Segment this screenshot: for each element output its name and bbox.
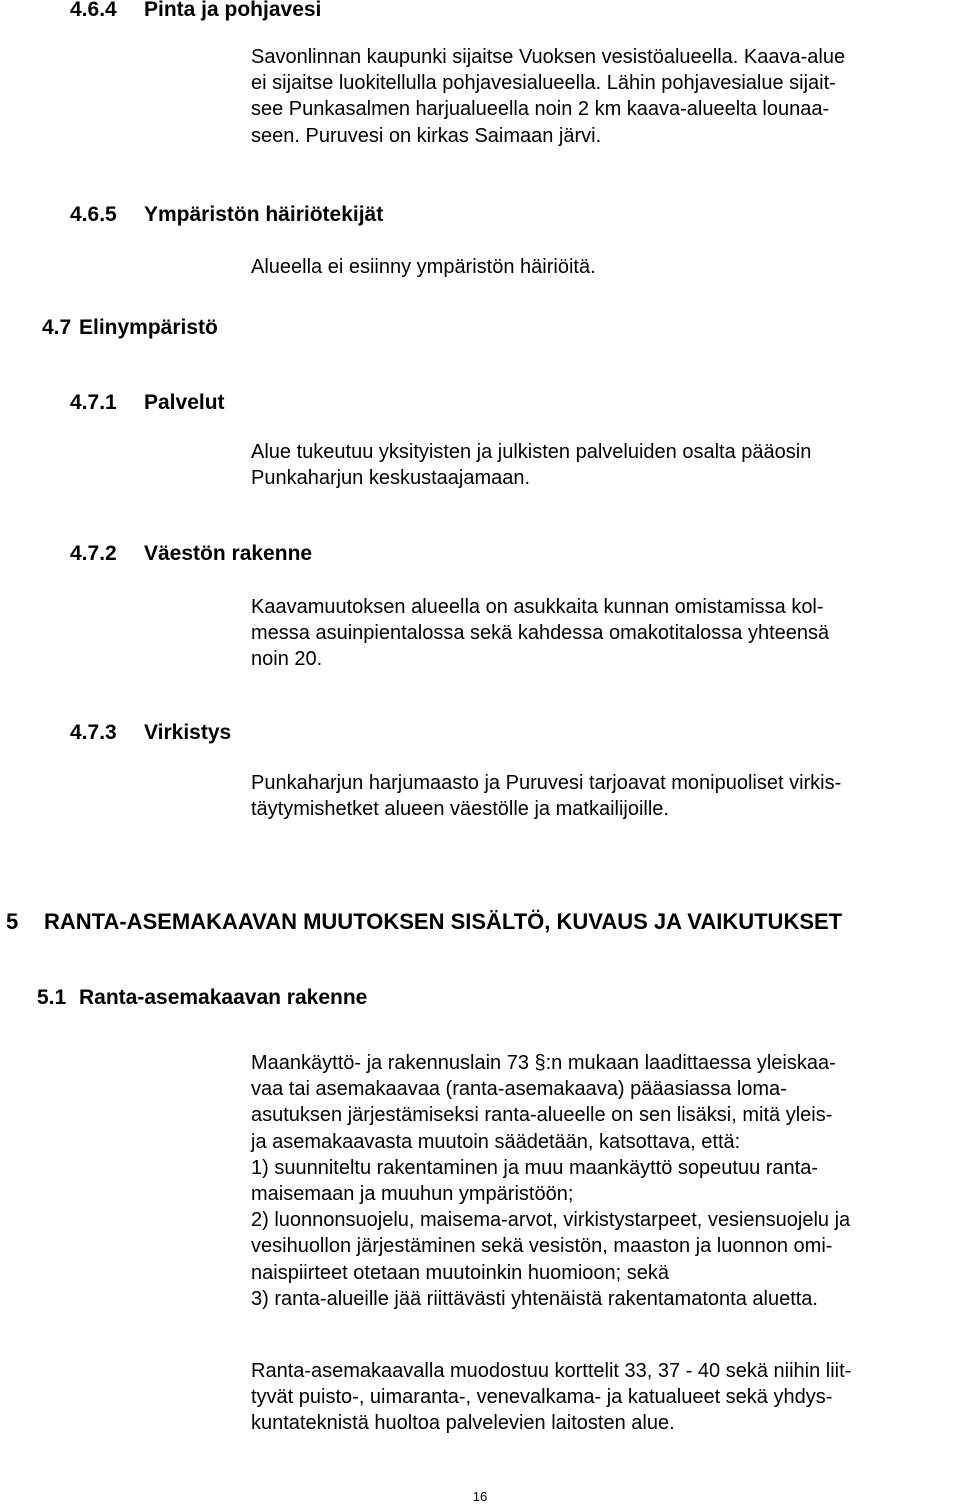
heading-number: 4.7.3 bbox=[70, 721, 117, 744]
paragraph-virkistys bbox=[251, 770, 951, 822]
text-line: kuntateknistä huoltoa palvelevien laitosten alue. bbox=[251, 1412, 675, 1435]
text-line: noin 20. bbox=[251, 648, 323, 671]
text-line: Maankäyttö- ja rakennuslain 73 §:n mukaan laadittaessa yleiskaa- bbox=[251, 1052, 836, 1074]
paragraph-ymparisto bbox=[251, 254, 951, 280]
text-line: 3) ranta-alueille jää riittävästi yhtenäistä rakentamatonta aluetta. bbox=[251, 1287, 818, 1310]
paragraph-palvelut bbox=[251, 439, 951, 491]
text-line: messa asuinpientalossa sekä kahdessa omakotitalossa yhteensä bbox=[251, 622, 830, 645]
heading-4-7-1 bbox=[70, 390, 225, 416]
text-line: ei sijaitse luokitellulla pohjavesialueella. Lähin pohjavesialue sijait- bbox=[251, 72, 836, 95]
heading-title: Palvelut bbox=[144, 391, 225, 414]
text-line: Kaavamuutoksen alueella on asukkaita kunnan omistamissa kol- bbox=[251, 596, 824, 618]
heading-number: 5.1 bbox=[37, 986, 67, 1009]
heading-4-6-5 bbox=[70, 202, 383, 228]
heading-4-7-3 bbox=[70, 720, 231, 746]
heading-title: Ranta-asemakaavan rakenne bbox=[79, 986, 368, 1009]
heading-4-7-2 bbox=[70, 541, 312, 567]
text-line: seen. Puruvesi on kirkas Saimaan järvi. bbox=[251, 124, 602, 147]
heading-title: Väestön rakenne bbox=[144, 542, 313, 565]
text-line: täytymishetket alueen väestölle ja matkailijoille. bbox=[251, 798, 669, 821]
page-number: 16 bbox=[472, 1489, 488, 1504]
paragraph-vaeston-rakenne bbox=[251, 594, 951, 673]
heading-4-6-4 bbox=[70, 0, 321, 23]
text-line: Alue tukeutuu yksityisten ja julkisten palveluiden osalta pääosin bbox=[251, 441, 812, 463]
heading-number: 4.7.2 bbox=[70, 542, 117, 565]
heading-title: RANTA-ASEMAKAAVAN MUUTOKSEN SISÄLTÖ, KUVAUS JA VAIKUTUKSET bbox=[44, 909, 843, 934]
text-line: Ranta-asemakaavalla muodostuu korttelit 33, 37 - 40 sekä niihin liit- bbox=[251, 1360, 852, 1382]
text-line: vaa tai asemakaavaa (ranta-asemakaava) pääasiassa loma- bbox=[251, 1078, 787, 1101]
text-line: maisemaan ja muuhun ympäristöön; bbox=[251, 1183, 574, 1206]
heading-title: Elinympäristö bbox=[79, 316, 218, 339]
heading-number: 5 bbox=[6, 909, 19, 934]
text-line: ja asemakaavasta muutoin säädetään, katsottava, että: bbox=[251, 1130, 741, 1153]
text-line: Punkaharjun keskustaajamaan. bbox=[251, 467, 531, 490]
text-line: tyvät puisto-, uimaranta-, venevalkama- ja katualueet sekä yhdys- bbox=[251, 1386, 833, 1409]
text-line: asutuksen järjestämiseksi ranta-alueelle on sen lisäksi, mitä yleis- bbox=[251, 1104, 833, 1127]
text-line: Alueella ei esiinny ympäristön häiriöitä. bbox=[251, 256, 596, 278]
text-line: Savonlinnan kaupunki sijaitse Vuoksen vesistöalueella. Kaava-alue bbox=[251, 46, 846, 68]
text-line: 2) luonnonsuojelu, maisema-arvot, virkistystarpeet, vesiensuojelu ja bbox=[251, 1209, 851, 1232]
text-line: naispiirteet otetaan muutoinkin huomioon; sekä bbox=[251, 1261, 670, 1284]
heading-number: 4.6.5 bbox=[70, 203, 117, 226]
heading-4-7 bbox=[42, 315, 218, 341]
heading-title: Ympäristön häiriötekijät bbox=[144, 203, 384, 226]
heading-title: Virkistys bbox=[144, 721, 232, 744]
heading-5-1 bbox=[37, 985, 367, 1011]
text-line: vesihuollon järjestäminen sekä vesistön, maaston ja luonnon omi- bbox=[251, 1235, 833, 1258]
heading-number: 4.6.4 bbox=[70, 0, 117, 21]
heading-title: Pinta ja pohjavesi bbox=[144, 0, 322, 21]
paragraph-pinta-ja-pohjavesi bbox=[251, 44, 951, 149]
heading-5 bbox=[6, 909, 842, 935]
heading-number: 4.7 bbox=[42, 316, 72, 339]
text-line: see Punkasalmen harjualueella noin 2 km kaava-alueelta lounaa- bbox=[251, 98, 830, 121]
paragraph-ranta-asemakaava bbox=[251, 1050, 951, 1312]
text-line: Punkaharjun harjumaasto ja Puruvesi tarjoavat monipuoliset virkis- bbox=[251, 772, 842, 794]
heading-number: 4.7.1 bbox=[70, 391, 117, 414]
paragraph-korttelit bbox=[251, 1358, 951, 1437]
text-line: 1) suunniteltu rakentaminen ja muu maankäyttö sopeutuu ranta- bbox=[251, 1156, 819, 1179]
